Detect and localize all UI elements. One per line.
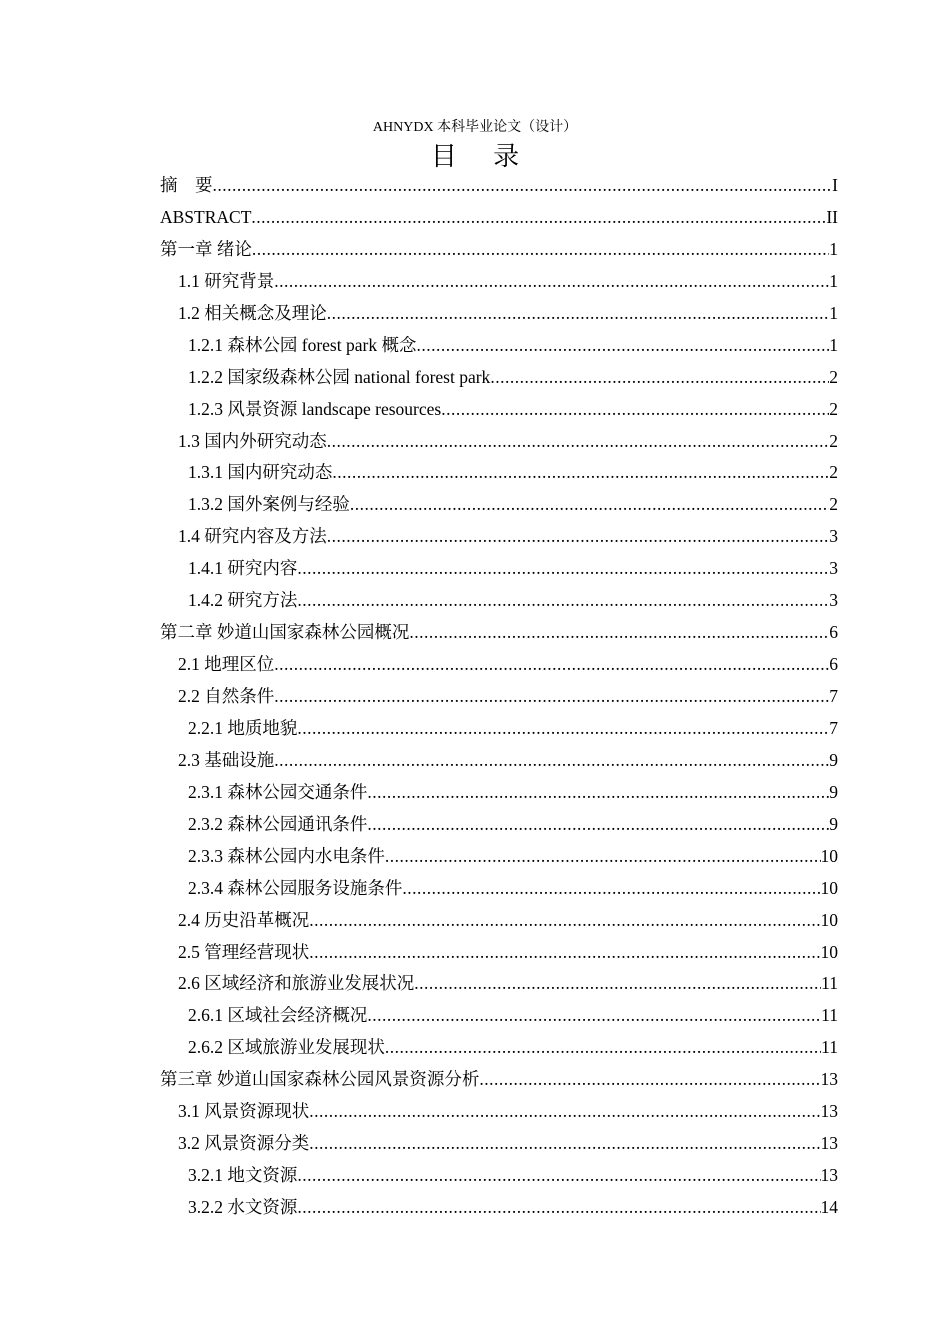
toc-entry[interactable] xyxy=(160,457,838,489)
toc-leader-dots xyxy=(274,266,829,298)
toc-entry-page: 9 xyxy=(829,749,838,770)
toc-entry-page: 13 xyxy=(820,1133,838,1154)
toc-leader-dots xyxy=(251,202,826,234)
toc-leader-dots xyxy=(409,617,829,649)
toc-entry-label: 摘 要 xyxy=(160,175,213,195)
toc-entry-page: 2 xyxy=(829,366,838,387)
toc-entry-page: 1 xyxy=(829,238,838,259)
toc-leader-dots xyxy=(252,234,829,266)
toc-entry[interactable] xyxy=(160,426,838,458)
toc-entry-label: ABSTRACT xyxy=(160,206,252,227)
toc-entry[interactable] xyxy=(160,681,838,713)
toc-entry-label: 2.3.4 森林公园服务设施条件 xyxy=(188,877,403,898)
toc-leader-dots xyxy=(274,745,829,777)
toc-entry-page: 10 xyxy=(820,909,838,930)
toc-entry-label: 2.6.2 区域旅游业发展现状 xyxy=(188,1037,385,1058)
toc-entry[interactable] xyxy=(160,1000,838,1032)
toc-entry[interactable] xyxy=(160,809,838,841)
toc-leader-dots xyxy=(309,1096,820,1128)
toc-entry-label: 2.5 管理经营现状 xyxy=(178,941,310,962)
toc-entry-page: 6 xyxy=(829,622,838,643)
toc-leader-dots xyxy=(441,394,829,426)
toc-entry[interactable] xyxy=(160,649,838,681)
toc-entry-page: 7 xyxy=(829,686,838,706)
toc-entry-label: 1.3.2 国外案例与经验 xyxy=(188,494,350,515)
toc-entry-label: 1.2.3 风景资源 landscape resources xyxy=(188,398,442,419)
toc-entry[interactable] xyxy=(160,521,838,553)
toc-entry-page: 13 xyxy=(820,1069,838,1090)
toc-entry-page: 2 xyxy=(829,430,838,451)
toc-entry-page: 9 xyxy=(829,813,838,834)
toc-leader-dots xyxy=(490,362,829,394)
toc-leader-dots xyxy=(297,585,829,617)
toc-entry-label: 1.4 研究内容及方法 xyxy=(178,526,327,547)
toc-leader-dots xyxy=(350,489,829,521)
toc-leader-dots xyxy=(367,809,829,841)
toc-leader-dots xyxy=(402,873,820,905)
toc-entry-label: 1.4.1 研究内容 xyxy=(188,558,298,579)
toc-entry-label: 1.3 国内外研究动态 xyxy=(178,430,327,451)
toc-entry-page: 3 xyxy=(829,590,838,611)
toc-entry-page: 10 xyxy=(820,941,838,962)
toc-entry[interactable] xyxy=(160,202,838,234)
toc-entry-label: 2.3.3 森林公园内水电条件 xyxy=(188,845,385,866)
toc-entry-page: II xyxy=(826,206,838,227)
toc-entry[interactable] xyxy=(160,362,838,394)
toc-leader-dots xyxy=(274,681,829,713)
toc-entry-label: 3.2.1 地文资源 xyxy=(188,1165,298,1186)
toc-entry-page: 2 xyxy=(829,462,838,483)
toc-entry[interactable] xyxy=(160,1096,838,1128)
page-header: AHNYDX 本科毕业论文（设计） xyxy=(372,120,578,135)
toc-entry-page: 2 xyxy=(829,494,838,515)
toc-entry[interactable] xyxy=(160,841,838,873)
toc-entry-page: 3 xyxy=(829,526,838,547)
toc-entry[interactable] xyxy=(160,1192,838,1224)
table-of-contents xyxy=(160,170,838,1224)
toc-leader-dots xyxy=(385,841,821,873)
toc-entry-label: 2.6.1 区域社会经济概况 xyxy=(188,1005,368,1026)
toc-entry[interactable] xyxy=(160,968,838,1000)
toc-entry[interactable] xyxy=(160,745,838,777)
toc-entry[interactable] xyxy=(160,617,838,649)
toc-leader-dots xyxy=(416,330,829,362)
toc-leader-dots xyxy=(367,1000,821,1032)
toc-entry-page: 9 xyxy=(829,781,838,802)
toc-entry-label: 2.4 历史沿革概况 xyxy=(178,909,310,930)
toc-leader-dots xyxy=(309,1128,820,1160)
toc-entry-label: 2.2 自然条件 xyxy=(178,686,275,706)
toc-entry[interactable] xyxy=(160,1032,838,1064)
toc-entry-label: 2.1 地理区位 xyxy=(178,654,275,675)
toc-entry-label: 2.2.1 地质地貌 xyxy=(188,717,298,738)
toc-entry-page: 10 xyxy=(820,877,838,898)
toc-entry[interactable] xyxy=(160,170,838,202)
toc-entry[interactable] xyxy=(160,266,838,298)
toc-entry[interactable] xyxy=(160,330,838,362)
toc-leader-dots xyxy=(367,777,829,809)
toc-leader-dots xyxy=(479,1064,820,1096)
toc-entry[interactable] xyxy=(160,905,838,937)
toc-entry[interactable] xyxy=(160,585,838,617)
toc-leader-dots xyxy=(332,457,829,489)
toc-entry-page: 7 xyxy=(829,717,838,738)
toc-entry[interactable] xyxy=(160,1128,838,1160)
toc-entry-label: 第二章 妙道山国家森林公园概况 xyxy=(160,622,410,643)
toc-entry[interactable] xyxy=(160,394,838,426)
toc-entry[interactable] xyxy=(160,234,838,266)
toc-entry-page: 13 xyxy=(820,1165,838,1186)
toc-leader-dots xyxy=(274,649,829,681)
toc-leader-dots xyxy=(309,937,820,969)
toc-entry[interactable] xyxy=(160,553,838,585)
toc-leader-dots xyxy=(297,713,829,745)
toc-entry-page: 1 xyxy=(829,270,838,291)
toc-entry-label: 3.2 风景资源分类 xyxy=(178,1133,310,1154)
toc-entry-page: 2 xyxy=(829,398,838,419)
toc-entry-label: 3.1 风景资源现状 xyxy=(178,1101,310,1122)
toc-entry-label: 1.2.2 国家级森林公园 national forest park xyxy=(188,366,491,387)
toc-entry-page: 3 xyxy=(829,558,838,579)
toc-entry-label: 第一章 绪论 xyxy=(160,238,252,259)
toc-entry-label: 2.3.1 森林公园交通条件 xyxy=(188,781,368,802)
toc-entry-label: 第三章 妙道山国家森林公园风景资源分析 xyxy=(160,1069,480,1090)
toc-entry[interactable] xyxy=(160,713,838,745)
toc-leader-dots xyxy=(213,170,833,202)
toc-leader-dots xyxy=(327,298,830,330)
toc-entry[interactable] xyxy=(160,489,838,521)
toc-leader-dots xyxy=(297,553,829,585)
toc-entry[interactable] xyxy=(160,777,838,809)
toc-entry-page: 10 xyxy=(820,845,838,866)
toc-entry-label: 1.4.2 研究方法 xyxy=(188,590,298,611)
toc-leader-dots xyxy=(385,1032,821,1064)
toc-entry-page: 14 xyxy=(820,1197,838,1217)
toc-entry-page: 6 xyxy=(829,654,838,675)
toc-entry-page: 11 xyxy=(821,1037,838,1058)
toc-leader-dots xyxy=(327,426,830,458)
toc-entry[interactable] xyxy=(160,1160,838,1192)
toc-leader-dots xyxy=(414,968,821,1000)
toc-entry-label: 3.2.2 水文资源 xyxy=(188,1197,298,1217)
toc-entry-label: 2.6 区域经济和旅游业发展状况 xyxy=(178,973,415,994)
toc-entry-label: 2.3.2 森林公园通讯条件 xyxy=(188,813,368,834)
toc-entry-page: 1 xyxy=(829,334,838,355)
toc-entry[interactable] xyxy=(160,298,838,330)
toc-leader-dots xyxy=(297,1160,820,1192)
toc-leader-dots xyxy=(297,1192,820,1224)
page-title: 目 录 xyxy=(430,142,534,172)
toc-leader-dots xyxy=(327,521,830,553)
toc-entry-page: 11 xyxy=(821,1005,838,1026)
toc-entry-label: 2.3 基础设施 xyxy=(178,749,275,770)
toc-entry-label: 1.2 相关概念及理论 xyxy=(178,302,327,323)
toc-leader-dots xyxy=(309,905,820,937)
toc-entry-label: 1.2.1 森林公园 forest park 概念 xyxy=(188,334,417,355)
toc-entry[interactable] xyxy=(160,937,838,969)
toc-entry-page: 11 xyxy=(821,973,838,994)
toc-entry-page: 13 xyxy=(820,1101,838,1122)
toc-entry-label: 1.1 研究背景 xyxy=(178,270,275,291)
toc-entry[interactable] xyxy=(160,873,838,905)
toc-entry-page: 1 xyxy=(829,302,838,323)
toc-entry-label: 1.3.1 国内研究动态 xyxy=(188,462,333,483)
toc-entry-page: I xyxy=(832,175,838,195)
toc-entry[interactable] xyxy=(160,1064,838,1096)
